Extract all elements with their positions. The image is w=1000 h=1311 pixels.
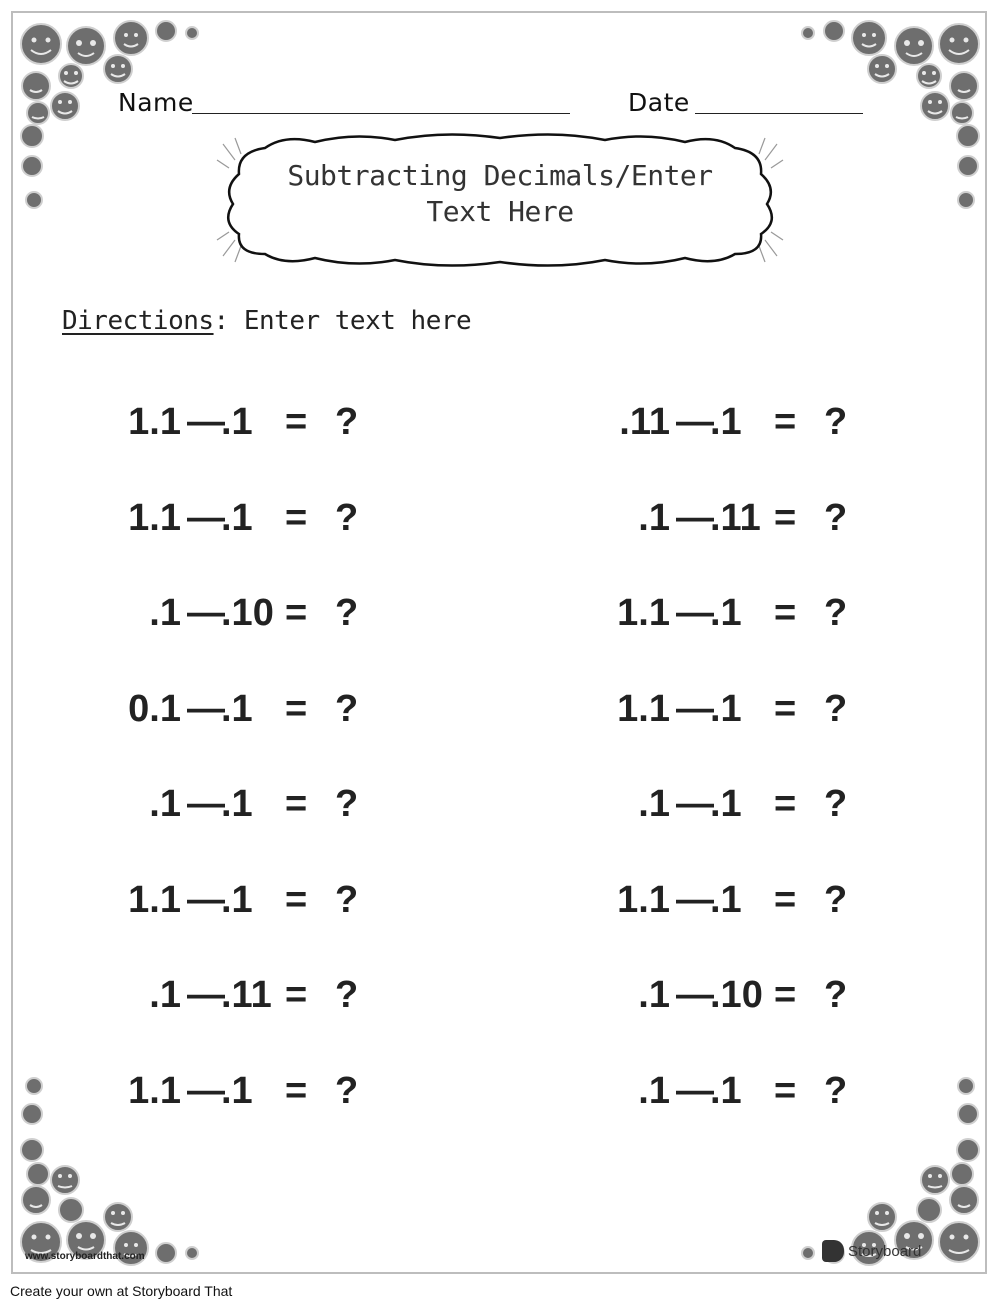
minus-sign: — bbox=[187, 1069, 225, 1112]
worksheet-title bbox=[230, 158, 770, 230]
subtrahend: .1 bbox=[221, 878, 253, 921]
subtrahend: .11 bbox=[221, 974, 272, 1016]
subtrahend: .1 bbox=[710, 687, 742, 730]
storyboard-logo-icon bbox=[822, 1240, 844, 1262]
minuend: .11 bbox=[619, 401, 670, 443]
minuend: 1.1 bbox=[128, 878, 181, 921]
minuend: 1.1 bbox=[617, 592, 670, 634]
minuend: 1.1 bbox=[128, 1069, 181, 1112]
minuend: .1 bbox=[638, 783, 670, 825]
answer-placeholder[interactable]: ? bbox=[335, 687, 359, 730]
problem-row bbox=[560, 965, 860, 1025]
answer-placeholder[interactable]: ? bbox=[824, 687, 848, 730]
equals-sign: = bbox=[285, 401, 308, 443]
storyboard-logo bbox=[822, 1240, 921, 1262]
problem-row bbox=[71, 488, 371, 548]
subtrahend: .1 bbox=[710, 783, 742, 825]
minus-sign: — bbox=[187, 878, 225, 921]
minus-sign: — bbox=[187, 687, 225, 730]
title-line-2: Text Here bbox=[426, 195, 574, 228]
answer-placeholder[interactable]: ? bbox=[824, 783, 848, 825]
problem-row bbox=[71, 1061, 371, 1121]
answer-placeholder[interactable]: ? bbox=[335, 401, 359, 443]
equals-sign: = bbox=[285, 974, 308, 1016]
equals-sign: = bbox=[285, 687, 308, 730]
minus-sign: — bbox=[676, 496, 714, 539]
minus-sign: — bbox=[676, 592, 714, 634]
equals-sign: = bbox=[774, 783, 797, 825]
problem-row bbox=[71, 679, 371, 739]
equals-sign: = bbox=[285, 878, 308, 921]
minuend: 0.1 bbox=[128, 687, 181, 730]
equals-sign: = bbox=[774, 496, 797, 539]
name-line[interactable] bbox=[192, 113, 570, 114]
answer-placeholder[interactable]: ? bbox=[824, 496, 848, 539]
answer-placeholder[interactable]: ? bbox=[335, 1069, 359, 1112]
subtrahend: .1 bbox=[710, 401, 742, 443]
minus-sign: — bbox=[187, 974, 225, 1016]
answer-placeholder[interactable]: ? bbox=[824, 592, 848, 634]
subtrahend: .1 bbox=[221, 687, 253, 730]
answer-placeholder[interactable]: ? bbox=[824, 878, 848, 921]
minus-sign: — bbox=[187, 496, 225, 539]
answer-placeholder[interactable]: ? bbox=[824, 1069, 848, 1112]
title-line-1: Subtracting Decimals/Enter bbox=[287, 159, 713, 192]
answer-placeholder[interactable]: ? bbox=[335, 974, 359, 1016]
problem-row bbox=[560, 870, 860, 930]
minuend: .1 bbox=[149, 592, 181, 634]
subtrahend: .11 bbox=[710, 496, 761, 539]
directions-text: : Enter text here bbox=[213, 306, 472, 336]
storyboard-logo-text: Storyboard bbox=[848, 1242, 922, 1260]
minus-sign: — bbox=[676, 878, 714, 921]
subtrahend: .1 bbox=[221, 1069, 253, 1112]
problem-row bbox=[560, 488, 860, 548]
minus-sign: — bbox=[676, 401, 714, 443]
date-line[interactable] bbox=[695, 113, 863, 114]
equals-sign: = bbox=[774, 1069, 797, 1112]
problem-row bbox=[560, 774, 860, 834]
minus-sign: — bbox=[676, 974, 714, 1016]
subtrahend: .1 bbox=[710, 878, 742, 921]
date-label: Date bbox=[628, 88, 690, 117]
answer-placeholder[interactable]: ? bbox=[335, 878, 359, 921]
equals-sign: = bbox=[285, 496, 308, 539]
answer-placeholder[interactable]: ? bbox=[335, 783, 359, 825]
minuend: 1.1 bbox=[128, 496, 181, 539]
minuend: 1.1 bbox=[128, 401, 181, 443]
answer-placeholder[interactable]: ? bbox=[824, 974, 848, 1016]
equals-sign: = bbox=[774, 401, 797, 443]
problem-row bbox=[71, 583, 371, 643]
minus-sign: — bbox=[676, 783, 714, 825]
minus-sign: — bbox=[676, 1069, 714, 1112]
subtrahend: .10 bbox=[710, 974, 763, 1016]
minuend: 1.1 bbox=[617, 687, 670, 730]
top-right-emoji-cluster bbox=[784, 16, 984, 216]
equals-sign: = bbox=[285, 592, 308, 634]
footer-credit[interactable]: Create your own at Storyboard That bbox=[10, 1283, 233, 1299]
answer-placeholder[interactable]: ? bbox=[335, 496, 359, 539]
subtrahend: .1 bbox=[221, 783, 253, 825]
problem-row bbox=[71, 774, 371, 834]
problem-row bbox=[560, 679, 860, 739]
minuend: .1 bbox=[638, 974, 670, 1016]
minuend: 1.1 bbox=[617, 878, 670, 921]
subtrahend: .1 bbox=[221, 496, 253, 539]
equals-sign: = bbox=[285, 1069, 308, 1112]
subtrahend: .1 bbox=[221, 401, 253, 443]
problem-row bbox=[560, 392, 860, 452]
problem-row bbox=[560, 583, 860, 643]
minus-sign: — bbox=[187, 592, 225, 634]
minuend: .1 bbox=[638, 496, 670, 539]
answer-placeholder[interactable]: ? bbox=[335, 592, 359, 634]
equals-sign: = bbox=[774, 974, 797, 1016]
minus-sign: — bbox=[187, 401, 225, 443]
problem-row bbox=[71, 392, 371, 452]
problem-row bbox=[71, 965, 371, 1025]
minuend: .1 bbox=[149, 783, 181, 825]
answer-placeholder[interactable]: ? bbox=[824, 401, 848, 443]
minus-sign: — bbox=[676, 687, 714, 730]
problem-row bbox=[560, 1061, 860, 1121]
subtrahend: .1 bbox=[710, 1069, 742, 1112]
minuend: .1 bbox=[638, 1069, 670, 1112]
equals-sign: = bbox=[774, 878, 797, 921]
minuend: .1 bbox=[149, 974, 181, 1016]
storyboard-watermark-url: www.storyboardthat.com bbox=[25, 1251, 145, 1262]
problem-row bbox=[71, 870, 371, 930]
equals-sign: = bbox=[285, 783, 308, 825]
minus-sign: — bbox=[187, 783, 225, 825]
equals-sign: = bbox=[774, 687, 797, 730]
subtrahend: .1 bbox=[710, 592, 742, 634]
name-label: Name bbox=[118, 88, 194, 117]
subtrahend: .10 bbox=[221, 592, 274, 634]
directions bbox=[62, 306, 471, 336]
equals-sign: = bbox=[774, 592, 797, 634]
directions-label: Directions bbox=[62, 306, 214, 336]
